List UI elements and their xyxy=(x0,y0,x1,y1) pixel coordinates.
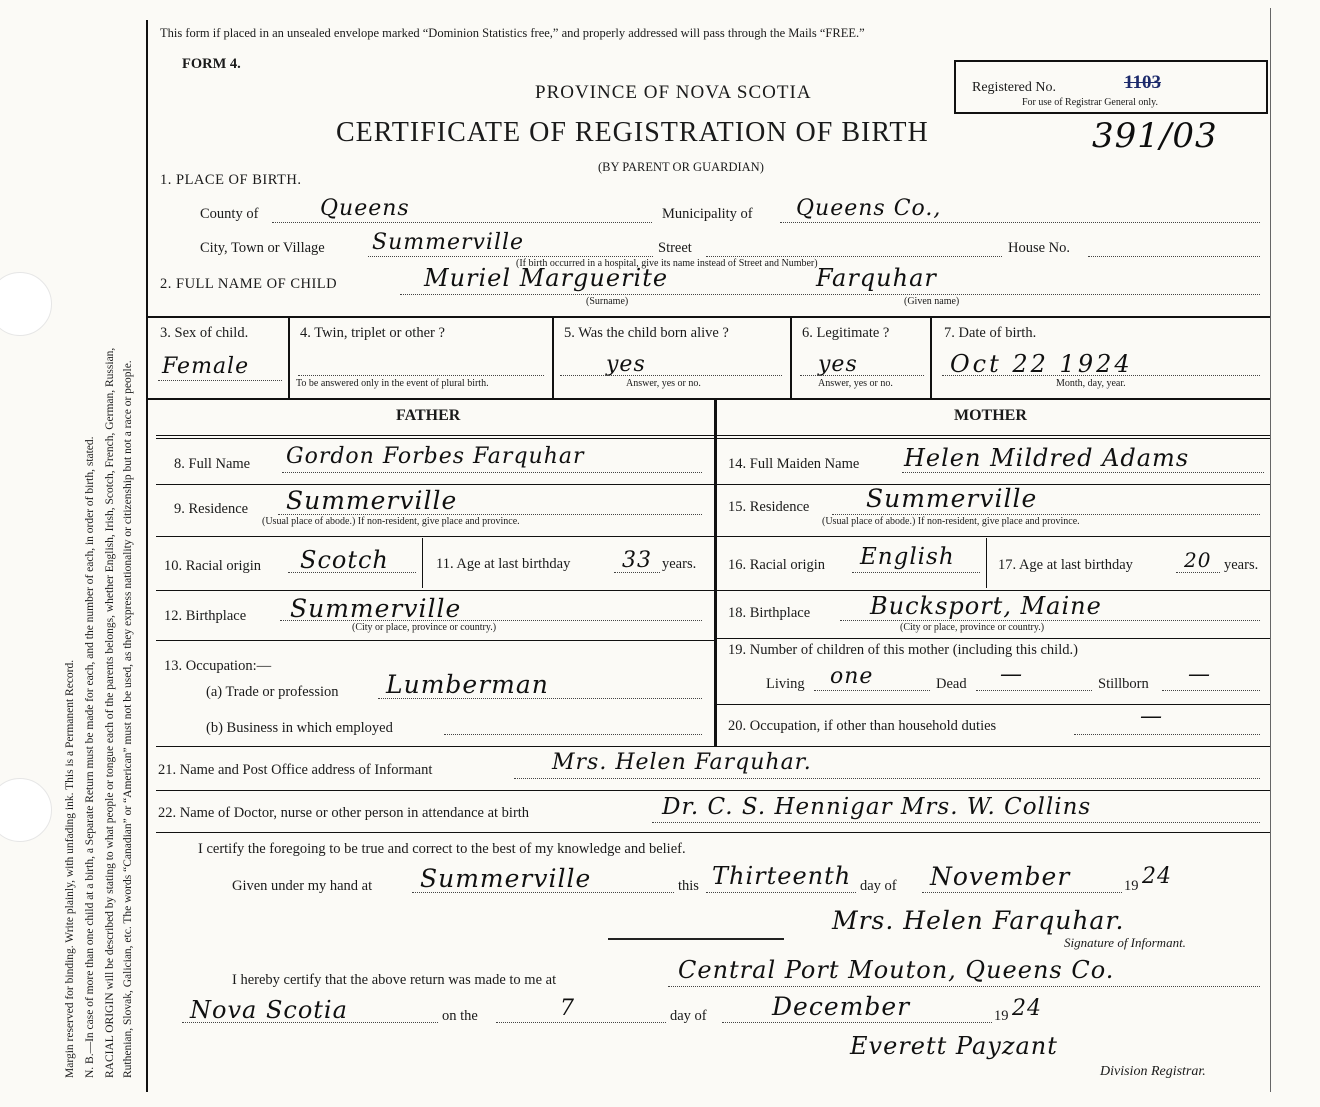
municipality-label: Municipality of xyxy=(662,206,753,222)
father-birthplace-value: Summerville xyxy=(290,594,462,623)
doctor-label: 22. Name of Doctor, nurse or other person in attendance at birth xyxy=(158,805,530,821)
father-birthplace-label: 12. Birthplace xyxy=(164,608,247,624)
city-label: City, Town or Village xyxy=(200,240,325,256)
father-years-label: years. xyxy=(662,556,697,572)
house-no-label: House No. xyxy=(1008,240,1071,256)
dob-label: 7. Date of birth. xyxy=(944,325,1037,341)
sex-value: Female xyxy=(162,354,250,379)
margin-note-1: Margin reserved for binding. Write plainly, with unfading ink. This is a Permanent Record. xyxy=(64,659,76,1078)
father-abode-note: (Usual place of abode.) If non-resident, give place and province. xyxy=(262,516,520,527)
given-name-note: (Given name) xyxy=(904,296,960,307)
registered-label: Registered No. xyxy=(972,80,1056,95)
legitimate-note: Answer, yes or no. xyxy=(818,378,893,389)
day-of-label-2: day of xyxy=(670,1008,707,1024)
registrar-year-prefix: 19 xyxy=(994,1008,1009,1024)
given-under-hand-label: Given under my hand at xyxy=(232,878,373,894)
doctor-value: Dr. C. S. Hennigar Mrs. W. Collins xyxy=(662,794,1092,820)
dob-note: Month, day, year. xyxy=(1056,378,1126,389)
certify-text: I certify the foregoing to be true and correct to the best of my knowledge and belief. xyxy=(198,841,686,857)
on-the-label: on the xyxy=(442,1008,478,1024)
mother-name-value: Helen Mildred Adams xyxy=(904,444,1190,472)
dob-value: Oct 22 1924 xyxy=(950,350,1133,378)
mother-birthplace-label: 18. Birthplace xyxy=(728,605,811,621)
father-residence-label: 9. Residence xyxy=(174,501,249,517)
children-count-label: 19. Number of children of this mother (including this child.) xyxy=(728,642,1078,658)
form-left-border xyxy=(146,20,148,1092)
father-birthplace-note: (City or place, province or country.) xyxy=(352,622,497,633)
county-value: Queens xyxy=(320,196,410,221)
sex-label: 3. Sex of child. xyxy=(160,325,249,341)
registrar-day-value: 7 xyxy=(560,996,575,1021)
mother-occupation-value: — xyxy=(1140,704,1163,729)
registrar-month-value: December xyxy=(772,992,911,1021)
day-of-label: day of xyxy=(860,878,897,894)
child-given-names: Muriel Marguerite xyxy=(424,264,669,292)
hospital-note: (If birth occurred in a hospital, give its name instead of Street and Number) xyxy=(516,258,818,269)
city-value: Summerville xyxy=(372,230,525,255)
living-value: one xyxy=(830,664,874,689)
mother-residence-value: Summerville xyxy=(866,484,1038,513)
father-occupation-label: 13. Occupation:— xyxy=(164,658,272,674)
legitimate-label: 6. Legitimate ? xyxy=(802,325,890,341)
twin-label: 4. Twin, triplet or other ? xyxy=(300,325,445,341)
envelope-note: This form if placed in an unsealed envelope marked “Dominion Statistics free,” and properly addressed will pass through the Mails “FREE.” xyxy=(160,26,865,40)
file-number: 391/03 xyxy=(1092,116,1218,156)
born-alive-note: Answer, yes or no. xyxy=(626,378,701,389)
mother-occupation-label: 20. Occupation, if other than household duties xyxy=(728,718,997,734)
twin-note: To be answered only in the event of plural birth. xyxy=(296,378,489,389)
street-label: Street xyxy=(658,240,692,256)
mother-name-label: 14. Full Maiden Name xyxy=(728,456,860,472)
year-prefix: 19 xyxy=(1124,878,1139,894)
mother-racial-value: English xyxy=(860,544,955,570)
registrar-certify-text: I hereby certify that the above return was made to me at xyxy=(232,972,557,988)
margin-note-3: RACIAL ORIGIN will be described by stating to what people or tongue each of the parents belongs, whether English, Irish, Scotch, French, German, Russian, xyxy=(104,347,116,1078)
day-value: Thirteenth xyxy=(712,862,852,890)
father-heading: FATHER xyxy=(396,407,461,424)
registrar-place-value: Central Port Mouton, Queens Co. xyxy=(678,956,1115,984)
page-subtitle: (BY PARENT OR GUARDIAN) xyxy=(598,160,764,174)
form-right-border xyxy=(1270,8,1271,1092)
dead-label: Dead xyxy=(936,676,967,692)
place-of-birth-label: 1. PLACE OF BIRTH. xyxy=(160,172,302,188)
informant-label: 21. Name and Post Office address of Informant xyxy=(158,762,433,778)
margin-note-2: N. B.—In case of more than one child at a birth, a Separate Return must be made for each, and the number of each, in order of birth, stated. xyxy=(84,436,96,1078)
given-place-value: Summerville xyxy=(420,864,592,893)
stillborn-label: Stillborn xyxy=(1098,676,1149,692)
stillborn-value: — xyxy=(1188,662,1211,687)
punch-hole-top xyxy=(0,272,52,336)
registrar-note: For use of Registrar General only. xyxy=(1022,97,1158,108)
informant-value: Mrs. Helen Farquhar. xyxy=(552,750,812,775)
province-heading: PROVINCE OF NOVA SCOTIA xyxy=(535,82,812,103)
informant-signature: Mrs. Helen Farquhar. xyxy=(832,906,1125,935)
mother-age-value: 20 xyxy=(1184,548,1212,572)
father-racial-value: Scotch xyxy=(300,546,389,574)
margin-note-4: Ruthenian, Slovak, Galician, etc. The words “Canadian” or “American” must not be used, as they express nationality or citizenship but not a race or people. xyxy=(122,360,134,1078)
father-name-label: 8. Full Name xyxy=(174,456,251,472)
born-alive-label: 5. Was the child born alive ? xyxy=(564,325,729,341)
father-age-label: 11. Age at last birthday xyxy=(436,556,571,572)
father-name-value: Gordon Forbes Farquhar xyxy=(286,444,585,469)
surname-note: (Surname) xyxy=(586,296,629,307)
father-residence-value: Summerville xyxy=(286,486,458,515)
division-registrar-label: Division Registrar. xyxy=(1100,1064,1206,1079)
legitimate-value: yes xyxy=(818,352,858,377)
signature-of-informant-label: Signature of Informant. xyxy=(1064,935,1186,950)
registrar-year-value: 24 xyxy=(1012,996,1042,1021)
this-label: this xyxy=(678,878,699,894)
mother-heading: MOTHER xyxy=(954,407,1027,424)
child-name-label: 2. FULL NAME OF CHILD xyxy=(160,276,338,292)
living-label: Living xyxy=(766,676,805,692)
father-trade-label: (a) Trade or profession xyxy=(206,684,339,700)
father-business-label: (b) Business in which employed xyxy=(206,720,393,736)
mother-age-label: 17. Age at last birthday xyxy=(998,557,1133,573)
page-title: CERTIFICATE OF REGISTRATION OF BIRTH xyxy=(336,117,929,148)
mother-birthplace-note: (City or place, province or country.) xyxy=(900,622,1045,633)
dead-value: — xyxy=(1000,662,1023,687)
registrar-signature: Everett Payzant xyxy=(850,1032,1058,1060)
father-age-value: 33 xyxy=(622,548,652,573)
form-number: FORM 4. xyxy=(182,56,241,72)
county-label: County of xyxy=(200,206,259,222)
mother-abode-note: (Usual place of abode.) If non-resident, give place and province. xyxy=(822,516,1080,527)
child-surname: Farquhar xyxy=(816,264,937,292)
father-trade-value: Lumberman xyxy=(386,670,549,699)
year-value: 24 xyxy=(1142,864,1172,889)
column-divider xyxy=(714,400,717,746)
punch-hole-bottom xyxy=(0,778,52,842)
mother-years-label: years. xyxy=(1224,557,1259,573)
month-value: November xyxy=(930,862,1071,891)
mother-residence-label: 15. Residence xyxy=(728,499,810,515)
registered-number: 1103 xyxy=(1124,72,1161,93)
mother-racial-label: 16. Racial origin xyxy=(728,557,826,573)
born-alive-value: yes xyxy=(606,352,646,377)
registrar-province-value: Nova Scotia xyxy=(190,996,348,1024)
municipality-value: Queens Co., xyxy=(796,196,942,221)
father-racial-label: 10. Racial origin xyxy=(164,558,262,574)
mother-birthplace-value: Bucksport, Maine xyxy=(870,592,1102,620)
